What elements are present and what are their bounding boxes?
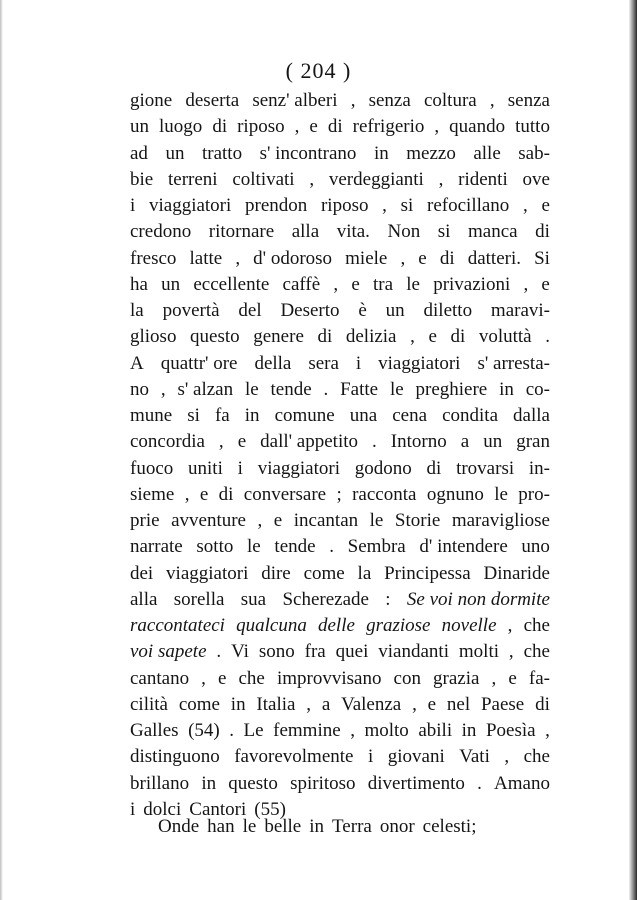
word: la — [130, 300, 144, 321]
word: e — [427, 693, 437, 715]
text-line — [130, 613, 550, 639]
text-line — [130, 456, 550, 482]
word: d' odoroso — [253, 247, 333, 269]
word: le — [369, 510, 384, 531]
word: questo — [190, 326, 240, 348]
text-line — [130, 377, 550, 403]
word: s' alzan — [177, 378, 234, 400]
word: che — [238, 667, 265, 689]
word: di — [535, 221, 550, 243]
word: sono — [258, 641, 295, 663]
page-left-edge-shadow — [0, 0, 3, 900]
word: le — [244, 378, 259, 400]
word: a — [460, 431, 470, 453]
word: fuoco — [130, 457, 174, 479]
word: , — [491, 667, 497, 689]
word: maravi- — [490, 300, 550, 321]
word: condita — [442, 405, 499, 426]
word: delle — [318, 615, 355, 636]
word: , — [350, 720, 355, 741]
word: tende — [270, 378, 312, 400]
word: latte — [189, 247, 223, 269]
word: senza — [368, 90, 411, 111]
word: sab- — [518, 142, 550, 164]
word: cena — [392, 405, 428, 426]
word: miele — [345, 247, 388, 269]
word: qualcuna — [236, 615, 307, 636]
word: tutto — [515, 116, 550, 138]
word: ove — [522, 168, 550, 190]
word: maravigliose — [451, 510, 550, 531]
word: coltura — [423, 90, 477, 111]
word: e — [428, 326, 437, 348]
verse-word: le — [242, 816, 257, 837]
word: alla — [291, 221, 320, 243]
word: Poesìa — [485, 720, 536, 741]
word: sotto — [196, 536, 234, 558]
word: riposo — [237, 116, 285, 138]
word: in — [461, 720, 477, 741]
word: in — [373, 142, 389, 164]
word: Principessa — [384, 562, 471, 584]
word: che — [523, 641, 550, 663]
word: (55) — [254, 798, 286, 820]
word: ognuno — [426, 483, 484, 505]
word: comune — [274, 405, 335, 426]
text-line — [130, 587, 550, 613]
word: e — [273, 510, 283, 531]
word: conversare — [243, 483, 327, 505]
word: viaggiatori — [148, 195, 232, 216]
word: brillano — [130, 772, 190, 794]
word: , — [523, 195, 528, 216]
word: le — [494, 483, 508, 505]
word: un — [483, 431, 503, 453]
word: verdeggianti — [328, 168, 424, 190]
word: e — [418, 247, 427, 269]
word: , — [410, 326, 415, 348]
word: Deserto — [280, 300, 340, 321]
text-line — [130, 482, 550, 508]
word: che — [523, 615, 550, 636]
word: di — [317, 326, 333, 348]
word: , — [545, 720, 550, 741]
word: in- — [528, 457, 550, 479]
word: Italia — [256, 693, 296, 715]
word: dall' appetito — [260, 431, 359, 453]
text-line — [130, 429, 550, 455]
word: glioso — [130, 326, 177, 348]
word: voluttà — [478, 326, 532, 348]
word: Sembra — [347, 536, 406, 558]
text-line — [130, 403, 550, 429]
word: improvvisano — [276, 667, 382, 689]
text-line — [130, 167, 550, 193]
word: in — [499, 378, 514, 400]
word: , — [400, 247, 406, 269]
word: Storie — [394, 510, 441, 531]
word: in — [201, 772, 217, 794]
word: fa- — [528, 667, 550, 689]
word: sua — [240, 588, 267, 610]
word: la — [357, 562, 372, 584]
word: e — [508, 667, 517, 689]
page-number: ( 204 ) — [285, 58, 352, 83]
word: s' incontrano — [259, 142, 357, 164]
word: racconta — [352, 483, 417, 505]
word: come — [303, 562, 345, 584]
word: tende — [274, 536, 316, 558]
word: . — [229, 720, 235, 741]
text-line — [130, 246, 550, 272]
word: gran — [516, 431, 550, 453]
word: , — [306, 693, 312, 715]
text-line — [130, 272, 550, 298]
text-line — [130, 534, 550, 560]
word: Paese — [480, 693, 525, 715]
word: Scherezade — [282, 588, 369, 610]
verse-word: celesti; — [422, 816, 477, 837]
word: tra — [373, 273, 394, 295]
word: dei — [130, 562, 154, 584]
verse-word: onor — [379, 816, 415, 837]
word: Cantori — [189, 798, 247, 820]
word: fresco — [130, 247, 177, 269]
word: Vi — [231, 641, 249, 663]
word: godono — [354, 457, 412, 479]
word: voi sapete — [130, 641, 207, 663]
text-line — [130, 298, 550, 324]
word: del — [238, 300, 262, 321]
text-line — [130, 666, 550, 692]
word: genere — [253, 326, 304, 348]
word: : — [385, 588, 391, 610]
word: di — [327, 116, 343, 138]
word: si — [187, 405, 200, 426]
word: , — [235, 247, 241, 269]
word: Intorno — [390, 431, 447, 453]
word: i — [130, 798, 136, 820]
text-line — [130, 744, 550, 770]
word: molto — [364, 720, 409, 741]
word: una — [349, 405, 378, 426]
word: cantano — [130, 667, 190, 689]
word: ritornare — [208, 221, 275, 243]
word: refrigerio — [352, 116, 425, 138]
word: e — [199, 483, 209, 505]
verse-word: belle — [264, 816, 302, 837]
word: femmine — [273, 720, 341, 741]
word: novelle — [441, 615, 497, 636]
text-line — [130, 88, 550, 114]
word: . — [329, 536, 334, 558]
word: Non — [387, 221, 421, 243]
word: mezzo — [406, 142, 456, 164]
word: Le — [243, 720, 264, 741]
page-right-edge-shadow — [629, 0, 637, 900]
word: le — [247, 536, 261, 558]
word: molti — [458, 641, 500, 663]
word: . — [545, 326, 550, 348]
word: senz' alberi — [252, 90, 338, 111]
word: uno — [521, 536, 550, 558]
text-line — [130, 718, 550, 744]
word: , — [507, 615, 513, 636]
text-line — [130, 219, 550, 245]
word: . — [323, 378, 329, 400]
word: Valenza — [341, 693, 402, 715]
word: un — [161, 273, 181, 295]
word: datteri. — [467, 247, 521, 269]
text-line — [130, 351, 550, 377]
word: Galles — [130, 720, 179, 741]
word: divertimento — [367, 772, 465, 794]
verse-line — [158, 814, 484, 840]
word: Amano — [494, 772, 550, 794]
word: , — [257, 510, 263, 531]
word: i — [237, 457, 243, 479]
word: , — [160, 378, 166, 400]
text-line — [130, 193, 550, 219]
word: povertà — [162, 300, 220, 321]
word: ; — [336, 483, 342, 505]
word: Vati — [459, 746, 490, 768]
word: quando — [449, 116, 506, 138]
word: un — [130, 116, 149, 138]
word: in — [244, 405, 260, 426]
verse-word: Onde — [158, 816, 200, 837]
word: e — [351, 273, 360, 295]
word: dalla — [513, 405, 550, 426]
word: refocillano — [427, 195, 510, 216]
word: Fatte — [340, 378, 379, 400]
word: co- — [525, 378, 550, 400]
word: e — [541, 273, 550, 295]
word: viandanti — [378, 641, 449, 663]
text-line — [130, 141, 550, 167]
text-line — [130, 771, 550, 797]
word: A — [130, 352, 144, 374]
word: pro- — [518, 483, 550, 505]
word: , — [412, 693, 417, 715]
word: , — [350, 90, 356, 111]
word: , — [438, 168, 444, 190]
word: come — [178, 693, 220, 715]
word: quei — [335, 641, 369, 663]
word: sera — [308, 352, 339, 374]
word: sieme — [130, 483, 175, 505]
word: prendon — [245, 195, 308, 216]
word: questo — [228, 772, 278, 794]
word: dolci — [143, 798, 182, 820]
word: fra — [304, 641, 326, 663]
word: le — [389, 378, 404, 400]
word: alla — [130, 588, 158, 610]
word: . — [372, 431, 377, 453]
word: caffè — [282, 273, 321, 295]
word: distinguono — [130, 746, 220, 768]
word: della — [254, 352, 292, 374]
word: i — [355, 352, 362, 374]
word: d' intendere — [419, 536, 508, 558]
word: e — [541, 195, 550, 216]
word: riposo — [320, 195, 369, 216]
word: raccontateci — [130, 615, 225, 636]
word: manca — [468, 221, 518, 243]
word: , — [489, 90, 495, 111]
word: , — [382, 195, 387, 216]
word: , — [333, 273, 339, 295]
word: di — [450, 326, 466, 348]
word: si — [400, 195, 414, 216]
word: bie — [130, 168, 154, 190]
word: le — [406, 273, 420, 295]
word: favorevolmente — [234, 746, 354, 768]
word: , — [294, 116, 300, 138]
word: viaggiatori — [378, 352, 461, 374]
word: cilità — [130, 693, 168, 715]
word: credono — [130, 221, 192, 243]
word: no — [130, 378, 149, 400]
word: i — [130, 195, 136, 216]
word: , — [508, 641, 514, 663]
word: sorella — [173, 588, 225, 610]
word: viaggiatori — [166, 562, 249, 584]
word: e — [237, 431, 247, 453]
text-line — [130, 324, 550, 350]
word: narrate — [130, 536, 183, 558]
verse-word: han — [207, 816, 235, 837]
word: , — [523, 273, 529, 295]
word: , — [434, 116, 440, 138]
word: senza — [507, 90, 550, 111]
word: coltivati — [232, 168, 295, 190]
word: , — [201, 667, 206, 689]
word: e — [217, 667, 227, 689]
verse-word: in — [309, 816, 325, 837]
word: uniti — [188, 457, 223, 479]
word: . — [477, 772, 482, 794]
word: delizia — [345, 326, 397, 348]
word: di — [535, 693, 550, 715]
word: , — [218, 431, 224, 453]
verse-word: Terra — [332, 816, 372, 837]
word: di — [212, 116, 228, 138]
word: Si — [534, 247, 550, 269]
word: nel — [446, 693, 471, 715]
word: alle — [473, 142, 501, 164]
word: Se voi non dormite — [406, 588, 550, 610]
word: prie — [130, 510, 160, 531]
word: mune — [130, 405, 173, 426]
word: avventure — [171, 510, 246, 531]
text-line — [130, 114, 550, 140]
word: si — [437, 221, 451, 243]
word: , — [504, 746, 510, 768]
word: preghiere — [415, 378, 488, 400]
word: ad — [130, 142, 148, 164]
word: in — [230, 693, 246, 715]
word: (54) — [188, 720, 220, 741]
word: un — [385, 300, 405, 321]
word: di — [426, 457, 442, 479]
word: gione — [130, 90, 173, 111]
word: di — [218, 483, 234, 505]
word: e — [309, 116, 318, 138]
word: abili — [418, 720, 453, 741]
word: tratto — [201, 142, 243, 164]
word: concordia — [130, 431, 205, 453]
word: trovarsi — [456, 457, 515, 479]
word: deserta — [185, 90, 240, 111]
body-text — [130, 88, 550, 823]
text-line — [130, 639, 550, 665]
word: con — [393, 667, 421, 689]
word: è — [358, 300, 367, 321]
word: diletto — [423, 300, 473, 321]
word: che — [523, 746, 550, 768]
word: graziose — [366, 615, 431, 636]
text-line — [130, 508, 550, 534]
word: ridenti — [458, 168, 508, 190]
word: , — [309, 168, 315, 190]
word: eccellente — [193, 273, 270, 295]
text-line — [130, 692, 550, 718]
word: i — [367, 746, 374, 768]
word: incantan — [293, 510, 359, 531]
word: di — [439, 247, 455, 269]
word: giovani — [387, 746, 445, 768]
word: dire — [261, 562, 291, 584]
word: grazia — [433, 667, 480, 689]
text-line — [130, 561, 550, 587]
word: a — [321, 693, 331, 715]
word: viaggiatori — [257, 457, 340, 479]
word: terreni — [167, 168, 218, 190]
word: s' arresta- — [477, 352, 550, 374]
word: vita. — [336, 221, 370, 243]
word: , — [184, 483, 190, 505]
word: quattr' ore — [160, 352, 238, 374]
word: privazioni — [433, 273, 511, 295]
word: fa — [214, 405, 230, 426]
word: un — [165, 142, 185, 164]
word: . — [216, 641, 222, 663]
word: ha — [130, 273, 148, 295]
word: spiritoso — [290, 772, 356, 794]
word: Dinaride — [483, 562, 550, 584]
word: luogo — [159, 116, 203, 138]
